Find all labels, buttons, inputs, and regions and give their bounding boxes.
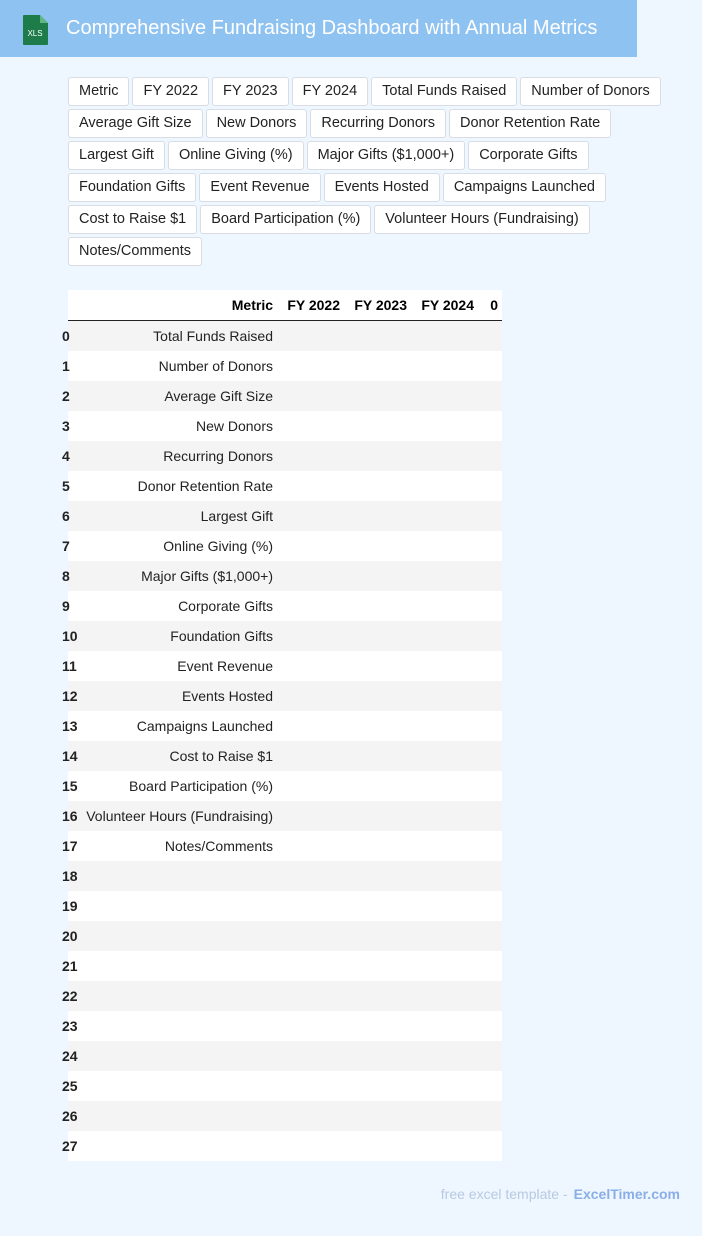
value-cell (478, 441, 502, 471)
value-cell (344, 681, 411, 711)
metric-cell: Largest Gift (82, 501, 277, 531)
table-row (68, 681, 502, 711)
value-cell (411, 501, 478, 531)
value-cell (411, 771, 478, 801)
column-chip[interactable]: Foundation Gifts (68, 173, 196, 202)
page-title: Comprehensive Fundraising Dashboard with Annual Metrics (66, 17, 598, 39)
value-cell (344, 321, 411, 352)
row-index: 19 (68, 891, 82, 921)
value-cell (344, 591, 411, 621)
value-cell (277, 621, 344, 651)
value-cell (478, 681, 502, 711)
table-row (68, 801, 502, 831)
value-cell (478, 1131, 502, 1161)
row-index: 6 (68, 501, 82, 531)
value-cell (344, 921, 411, 951)
value-cell (411, 891, 478, 921)
row-index: 11 (68, 651, 82, 681)
metric-cell (82, 981, 277, 1011)
row-index: 8 (68, 561, 82, 591)
column-header: 0 (478, 290, 502, 321)
value-cell (478, 981, 502, 1011)
table-row (68, 501, 502, 531)
column-chip[interactable]: Recurring Donors (310, 109, 446, 138)
value-cell (344, 951, 411, 981)
column-chip[interactable]: Cost to Raise $1 (68, 205, 197, 234)
row-index: 10 (68, 621, 82, 651)
value-cell (344, 381, 411, 411)
column-chip[interactable]: Notes/Comments (68, 237, 202, 266)
column-chip[interactable]: FY 2022 (132, 77, 209, 106)
value-cell (411, 441, 478, 471)
metric-cell: Corporate Gifts (82, 591, 277, 621)
value-cell (277, 321, 344, 352)
row-index: 14 (68, 741, 82, 771)
value-cell (411, 801, 478, 831)
value-cell (277, 831, 344, 861)
value-cell (411, 1011, 478, 1041)
row-index: 12 (68, 681, 82, 711)
metric-cell: Board Participation (%) (82, 771, 277, 801)
table-row (68, 621, 502, 651)
row-index: 24 (68, 1041, 82, 1071)
column-chip[interactable]: Number of Donors (520, 77, 660, 106)
row-index: 4 (68, 441, 82, 471)
value-cell (478, 411, 502, 441)
value-cell (411, 981, 478, 1011)
value-cell (344, 831, 411, 861)
value-cell (277, 591, 344, 621)
column-chip[interactable]: Online Giving (%) (168, 141, 304, 170)
column-chip[interactable]: Major Gifts ($1,000+) (307, 141, 466, 170)
table-row (68, 891, 502, 921)
value-cell (277, 561, 344, 591)
metric-cell: Online Giving (%) (82, 531, 277, 561)
value-cell (344, 621, 411, 651)
value-cell (478, 921, 502, 951)
table-row (68, 861, 502, 891)
row-index: 22 (68, 981, 82, 1011)
value-cell (277, 1011, 344, 1041)
value-cell (478, 531, 502, 561)
value-cell (344, 1131, 411, 1161)
value-cell (344, 351, 411, 381)
value-cell (478, 741, 502, 771)
row-index: 17 (68, 831, 82, 861)
metric-cell (82, 921, 277, 951)
value-cell (277, 651, 344, 681)
value-cell (411, 411, 478, 441)
metric-cell (82, 1071, 277, 1101)
xls-icon-label: XLS (27, 29, 43, 38)
metric-cell: Campaigns Launched (82, 711, 277, 741)
row-index: 21 (68, 951, 82, 981)
metric-cell: Cost to Raise $1 (82, 741, 277, 771)
value-cell (478, 471, 502, 501)
table-row (68, 951, 502, 981)
footer (441, 1186, 680, 1202)
column-chip[interactable]: Board Participation (%) (200, 205, 371, 234)
table-row (68, 561, 502, 591)
value-cell (344, 801, 411, 831)
value-cell (478, 831, 502, 861)
metric-cell: Number of Donors (82, 351, 277, 381)
column-chip[interactable]: Volunteer Hours (Fundraising) (374, 205, 589, 234)
row-index: 15 (68, 771, 82, 801)
column-chip[interactable]: FY 2024 (292, 77, 369, 106)
metric-cell (82, 1011, 277, 1041)
value-cell (277, 1131, 344, 1161)
row-index: 3 (68, 411, 82, 441)
metric-cell: New Donors (82, 411, 277, 441)
table-row (68, 1101, 502, 1131)
value-cell (277, 891, 344, 921)
table-row (68, 741, 502, 771)
value-cell (277, 411, 344, 441)
column-header: FY 2022 (277, 290, 344, 321)
row-index: 7 (68, 531, 82, 561)
value-cell (277, 441, 344, 471)
value-cell (478, 711, 502, 741)
column-header (68, 290, 82, 321)
metric-cell (82, 891, 277, 921)
value-cell (478, 351, 502, 381)
value-cell (478, 501, 502, 531)
table-row (68, 1011, 502, 1041)
value-cell (478, 621, 502, 651)
value-cell (411, 351, 478, 381)
value-cell (478, 801, 502, 831)
value-cell (478, 861, 502, 891)
value-cell (478, 771, 502, 801)
value-cell (411, 471, 478, 501)
footer-brand-link[interactable]: ExcelTimer.com (573, 1186, 680, 1202)
value-cell (277, 1041, 344, 1071)
table-header-row (68, 290, 502, 321)
table-row (68, 831, 502, 861)
table-row (68, 981, 502, 1011)
row-index: 20 (68, 921, 82, 951)
row-index: 13 (68, 711, 82, 741)
value-cell (277, 921, 344, 951)
value-cell (411, 561, 478, 591)
value-cell (411, 861, 478, 891)
value-cell (344, 741, 411, 771)
metric-cell: Event Revenue (82, 651, 277, 681)
value-cell (344, 1011, 411, 1041)
row-index: 23 (68, 1011, 82, 1041)
column-chip[interactable]: Event Revenue (199, 173, 320, 202)
row-index: 1 (68, 351, 82, 381)
metric-cell (82, 951, 277, 981)
table-row (68, 411, 502, 441)
value-cell (344, 441, 411, 471)
value-cell (344, 411, 411, 441)
row-index: 27 (68, 1131, 82, 1161)
column-chip[interactable]: New Donors (206, 109, 308, 138)
value-cell (478, 561, 502, 591)
row-index: 16 (68, 801, 82, 831)
value-cell (478, 1101, 502, 1131)
value-cell (344, 1101, 411, 1131)
value-cell (411, 681, 478, 711)
value-cell (411, 1131, 478, 1161)
data-table (62, 290, 502, 1161)
column-header: Metric (82, 290, 277, 321)
table-row (68, 531, 502, 561)
column-chip[interactable]: Corporate Gifts (468, 141, 588, 170)
value-cell (277, 711, 344, 741)
value-cell (277, 501, 344, 531)
value-cell (411, 621, 478, 651)
value-cell (277, 741, 344, 771)
value-cell (411, 1101, 478, 1131)
row-index: 9 (68, 591, 82, 621)
row-index: 5 (68, 471, 82, 501)
column-chip[interactable]: Metric (68, 77, 129, 106)
metric-cell: Donor Retention Rate (82, 471, 277, 501)
value-cell (344, 471, 411, 501)
data-table-container (62, 290, 502, 1161)
value-cell (277, 351, 344, 381)
value-cell (344, 1071, 411, 1101)
value-cell (478, 651, 502, 681)
value-cell (344, 891, 411, 921)
value-cell (277, 1101, 344, 1131)
value-cell (344, 1041, 411, 1071)
row-index: 26 (68, 1101, 82, 1131)
row-index: 2 (68, 381, 82, 411)
value-cell (344, 861, 411, 891)
column-chip-list (68, 77, 688, 266)
value-cell (478, 951, 502, 981)
value-cell (344, 981, 411, 1011)
value-cell (344, 771, 411, 801)
metric-cell: Volunteer Hours (Fundraising) (82, 801, 277, 831)
metric-cell: Notes/Comments (82, 831, 277, 861)
metric-cell (82, 1041, 277, 1071)
value-cell (277, 531, 344, 561)
table-row (68, 591, 502, 621)
value-cell (478, 1071, 502, 1101)
value-cell (411, 1041, 478, 1071)
column-chip[interactable]: Average Gift Size (68, 109, 203, 138)
metric-cell: Total Funds Raised (82, 321, 277, 352)
value-cell (277, 1071, 344, 1101)
metric-cell: Major Gifts ($1,000+) (82, 561, 277, 591)
table-row (68, 1071, 502, 1101)
column-chip[interactable]: Donor Retention Rate (449, 109, 611, 138)
value-cell (411, 591, 478, 621)
value-cell (277, 981, 344, 1011)
value-cell (411, 321, 478, 352)
value-cell (277, 951, 344, 981)
footer-text: free excel template - (440, 1186, 568, 1202)
value-cell (478, 381, 502, 411)
table-row (68, 381, 502, 411)
value-cell (344, 651, 411, 681)
title-bar (0, 0, 637, 57)
value-cell (411, 381, 478, 411)
metric-cell (82, 1131, 277, 1161)
value-cell (344, 531, 411, 561)
table-row (68, 711, 502, 741)
value-cell (277, 471, 344, 501)
xls-file-icon (20, 14, 50, 46)
value-cell (411, 711, 478, 741)
column-chip[interactable]: Events Hosted (324, 173, 440, 202)
value-cell (478, 1011, 502, 1041)
metric-cell: Average Gift Size (82, 381, 277, 411)
value-cell (411, 951, 478, 981)
metric-cell: Recurring Donors (82, 441, 277, 471)
value-cell (411, 921, 478, 951)
table-row (68, 1131, 502, 1161)
value-cell (411, 741, 478, 771)
value-cell (411, 531, 478, 561)
metric-cell (82, 861, 277, 891)
value-cell (478, 1041, 502, 1071)
column-chip[interactable]: FY 2023 (212, 77, 289, 106)
row-index: 18 (68, 861, 82, 891)
column-header: FY 2024 (411, 290, 478, 321)
value-cell (344, 561, 411, 591)
column-chip[interactable]: Campaigns Launched (443, 173, 606, 202)
value-cell (277, 801, 344, 831)
value-cell (478, 591, 502, 621)
value-cell (277, 771, 344, 801)
value-cell (277, 861, 344, 891)
table-row (68, 771, 502, 801)
metric-cell: Foundation Gifts (82, 621, 277, 651)
row-index: 25 (68, 1071, 82, 1101)
row-index: 0 (68, 321, 82, 352)
table-row (68, 651, 502, 681)
value-cell (277, 681, 344, 711)
metric-cell (82, 1101, 277, 1131)
column-chip[interactable]: Largest Gift (68, 141, 165, 170)
table-row (68, 351, 502, 381)
table-row (68, 441, 502, 471)
value-cell (478, 321, 502, 352)
table-row (68, 471, 502, 501)
value-cell (344, 711, 411, 741)
value-cell (478, 891, 502, 921)
value-cell (411, 831, 478, 861)
value-cell (277, 381, 344, 411)
table-row (68, 321, 502, 352)
value-cell (411, 1071, 478, 1101)
column-header: FY 2023 (344, 290, 411, 321)
table-row (68, 921, 502, 951)
table-row (68, 1041, 502, 1071)
column-chip[interactable]: Total Funds Raised (371, 77, 517, 106)
value-cell (411, 651, 478, 681)
value-cell (344, 501, 411, 531)
metric-cell: Events Hosted (82, 681, 277, 711)
